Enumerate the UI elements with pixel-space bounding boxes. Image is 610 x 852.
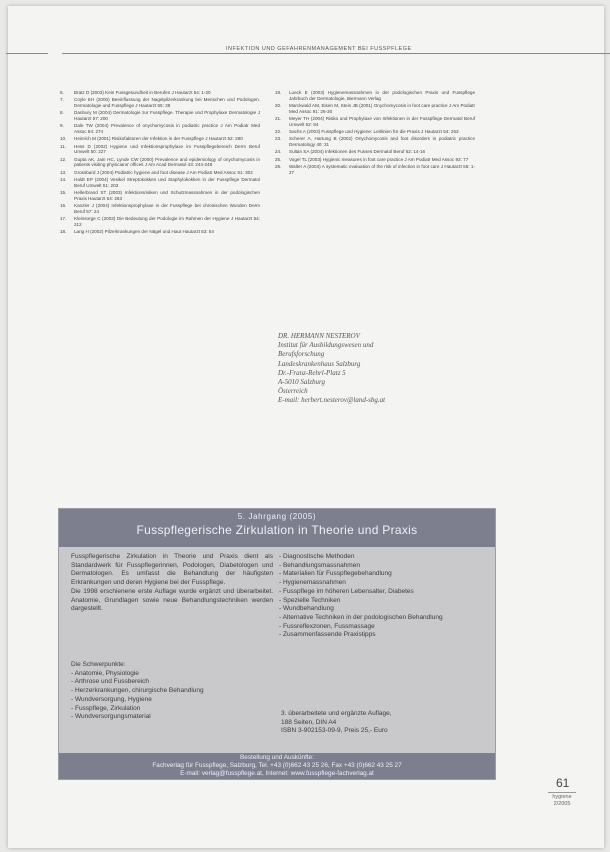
ad-intro-paragraph: Fusspflegerische Zirkulation in Theorie und Praxis dient als Standardwerk für Fusspflegerinnen, Podologen, Diabetologen und Dermatologen. Es umfasst die Behandlung der häufigsten Erkrankungen und deren Hygiene bei der Fusspflege.	[71, 553, 273, 587]
reference-item	[60, 123, 260, 134]
reference-item	[275, 149, 475, 155]
journal-name: hygiene	[552, 794, 572, 800]
reference-number: 18.	[60, 228, 67, 234]
reference-number: 21.	[275, 116, 282, 121]
ad-contents-left	[71, 661, 273, 722]
page-number: 61	[556, 776, 570, 790]
reference-item	[60, 136, 260, 142]
reference-number: 25.	[275, 156, 282, 162]
reference-text: Meyer TH (2004) Risiko und Prophylaxe von Infektionen in der Fusspflege Dermatol Beruf Umwelt 52: 84	[289, 116, 475, 127]
reference-number: 15.	[60, 189, 67, 195]
ad-header	[59, 509, 495, 547]
reference-item	[60, 177, 260, 188]
edition-line: 188 Seiten, DIN A4	[281, 718, 337, 726]
ad-contents-right	[279, 553, 489, 640]
author-email: E-mail: herbert.nesterov@land-sbg.at	[278, 396, 386, 405]
journal-issue: 2/2005	[553, 801, 571, 807]
contents-item: - Hygienemassnahmen	[279, 579, 346, 587]
contents-label: Die Schwerpunkte:	[71, 661, 126, 668]
reference-item	[60, 97, 260, 108]
contents-item: - Materialien für Fusspflegebehandlung	[279, 570, 392, 578]
ad-edition-info	[281, 710, 485, 736]
reference-item	[275, 129, 475, 135]
contents-item: - Diagnostische Methoden	[279, 553, 355, 560]
ad-title: Fusspflegerische Zirkulation in Theorie und Praxis	[136, 523, 418, 537]
reference-item	[60, 229, 260, 235]
address-line: A-5010 Salzburg	[278, 378, 325, 387]
reference-item	[275, 136, 475, 147]
references-column-left	[60, 90, 260, 236]
reference-text: Heinrich M (2001) Risikofaktoren der Infektion in der Fusspflege J Hautarzt 52: 280	[74, 136, 243, 142]
reference-text: Marckwald AM, Eisen M, Stein JB (2001) Onychomycosis in foot care practice J Am Podiatr Med Assoc 91: 26-30	[289, 103, 475, 114]
reference-number: 23.	[275, 136, 282, 142]
ad-footer	[59, 753, 495, 779]
page-meta	[548, 794, 576, 808]
edition-line: 3. überarbeitete und ergänzte Auflage,	[281, 710, 392, 717]
contents-item: - Fusspflege im höheren Lebensalter, Diabetes	[279, 587, 414, 595]
reference-number: 17.	[60, 215, 67, 221]
edition-line: ISBN 3-902153-09-9, Preis 25,- Euro	[281, 727, 388, 735]
address-line: Berufsforschung	[278, 350, 325, 359]
reference-text: Walter A (2004) A systematic evaluation of the risk of infection in foot care J Hautarzt 55: 1-27	[289, 163, 475, 175]
reference-number: 9.	[60, 123, 64, 129]
reference-item	[60, 157, 260, 168]
book-advertisement	[58, 508, 496, 780]
reference-item	[275, 157, 475, 163]
reference-text: Vogel TL (2003) Hygienic measures in foot care practice J Am Podiatr Med Assoc 93: 77	[289, 156, 469, 162]
ad-intro-paragraph-2: Die 1998 erschienene erste Auflage wurde ergänzt und überarbeitet. Anatomie, Grundlagen sowie neue Behandlungstechniken werden dargestellt.	[71, 587, 273, 613]
reference-number: 10.	[60, 136, 67, 142]
reference-text: Sultan SA (2004) Infektionen des Fusses Dermatol Beruf 52: 14-16	[289, 149, 426, 155]
reference-item	[60, 203, 260, 214]
reference-number: 16.	[60, 202, 67, 208]
reference-text: Grossbard J (2004) Podiatric hygiene and foot disease J Am Podiatr Med Assoc 91: 302	[74, 169, 253, 175]
reference-item	[60, 90, 260, 96]
order-label: Bestellung und Auskünfte:	[240, 754, 314, 761]
reference-number: 14.	[60, 176, 67, 182]
author-address	[278, 332, 385, 406]
reference-item	[60, 144, 260, 155]
reference-text: Bratz D (2003) Kein Fussgesundheit in Berufen J Hautarzt 54: 1-20	[74, 90, 211, 95]
contents-item: - Wundversorgungsmaterial	[71, 713, 151, 721]
contents-item: - Herzerkrankungen, chirurgische Behandlung	[71, 687, 204, 695]
reference-number: 8.	[60, 110, 64, 116]
reference-number: 13.	[60, 169, 67, 175]
contents-item: - Fussreflexzonen, Fussmassage	[279, 622, 375, 630]
reference-item	[275, 116, 475, 127]
header-rule-left	[6, 53, 48, 54]
header-rule-right	[62, 53, 610, 54]
reference-text: Scherer A, Hartung B (2002) Onychomycosis and foot disorders in podiatric practice Dermatology 40: 31	[289, 136, 475, 147]
reference-item	[60, 216, 260, 227]
reference-text: Sachs A (2003) Fusspflege und Hygiene: Leitlinien für die Praxis J Hautarzt 54: 263	[289, 129, 459, 134]
reference-number: 26.	[275, 163, 282, 169]
contents-item: - Anatomie, Physiologie	[71, 669, 139, 677]
order-contact: Fachverlag für Fusspflege, Salzburg, Tel. +43 (0)662 43 25 26, Fax +43 (0)662 43 25 27	[152, 762, 402, 770]
reference-text: Lang H (2002) Pilzerkrankungen der Nägel und Haut Hautarzt 53: 54	[74, 228, 214, 234]
address-line: Landeskrankenhaus Salzburg	[278, 359, 361, 368]
reference-item	[60, 170, 260, 176]
reference-item	[60, 190, 260, 201]
address-line: Dr.-Franz-Rehrl-Platz 5	[278, 368, 346, 377]
contents-item: - Wundversorgung, Hygiene	[71, 695, 152, 703]
contents-item: - Spezielle Techniken	[279, 596, 341, 604]
reference-text: Kanzler J (2004) Infektionsprophylaxe in der Fusspflege bei chronischen Wunden Derm Beruf 57: 24	[74, 202, 260, 214]
contents-item: - Fusspflege, Zirkulation	[71, 704, 141, 712]
reference-text: Dale TW (2004) Prevalence of onychomycosis in podiatric practice J Am Podiatr Med Assoc 94: 274	[74, 123, 260, 134]
address-line: Institut für Ausbildungswesen und	[278, 341, 374, 350]
reference-text: Coyle EH (2000) Beeinflussung der Nagelpilzerkrankung bei Menschen und Podologen. Dermatologie und Fusspflege J Hautarzt 55: 38	[74, 97, 260, 108]
reference-text: Kleinsorge C (2003) Die Bedeutung der Podologie im Rahmen der Hygiene J Hautarzt 54: 212	[74, 215, 260, 227]
reference-number: 11.	[60, 143, 67, 149]
address-line: Österreich	[278, 387, 308, 396]
ad-subtitle: 5. Jahrgang (2005)	[237, 512, 317, 521]
reference-text: Hellerbrand ST (2003) Infektionsrisiken und Schutzmassnahmen in der podologischen Praxis Hautarzt 54: 263	[74, 189, 260, 201]
reference-number: 22.	[275, 129, 282, 134]
reference-text: Gupta AK, Jain HC, Lynde CW (2000) Prevalence and epidemiology of onychomycosis in patients visiting physicians' offices J Am Acad Dermatol 43: 244-248	[74, 156, 260, 168]
author-name: DR. HERMANN NESTEROV	[278, 332, 360, 340]
reference-item	[60, 110, 260, 121]
order-web: E-mail: verlag@fusspflege.at, Internet: www.fusspflege-fachverlag.at	[180, 770, 374, 778]
reference-item	[275, 164, 475, 175]
contents-item: - Wundbehandlung	[279, 605, 334, 613]
reference-number: 19.	[275, 90, 282, 95]
contents-item: - Alternative Techniken in der podologischen Behandlung	[279, 613, 443, 621]
contents-item: - Zusammenfassende Praxistipps	[279, 631, 376, 639]
reference-text: Danbury M (2004) Dermatologie zur Fusspflege. Therapie und Prophylaxe Dermatologie J Hautarzt 57: 200	[74, 110, 260, 121]
ad-intro	[71, 553, 273, 614]
reference-number: 7.	[60, 97, 64, 103]
reference-number: 24.	[275, 149, 282, 155]
reference-item	[275, 90, 475, 101]
contents-item: - Arthrose und Fussbereich	[71, 678, 150, 686]
reference-number: 12.	[60, 156, 67, 162]
page-meta-rule	[548, 792, 576, 793]
reference-text: Lueck E (2003) Hygienemassnahmen in der podologischen Praxis und Fusspflege Jahrbuch der Dermatologie, Biermann Verlag	[289, 90, 475, 101]
reference-text: Haldt EP (2004) Vesikel Streptokokken und Staphylokokken in der Fusspflege Dermatol Beruf Umwelt 51: 203	[74, 176, 260, 188]
contents-item: - Behandlungsmassnahmen	[279, 561, 360, 569]
reference-item	[275, 103, 475, 114]
reference-text: Hess D (2002) Hygiene und Infektionsprophylaxe im Fusspflegebereich Derm Beruf Umwelt 50: 227	[74, 143, 260, 155]
references-column-right	[275, 90, 475, 177]
reference-number: 6.	[60, 90, 64, 95]
reference-number: 20.	[275, 103, 282, 108]
running-header: INFEKTION UND GEFAHRENMANAGEMENT BEI FUSSPFLEGE	[226, 46, 412, 52]
